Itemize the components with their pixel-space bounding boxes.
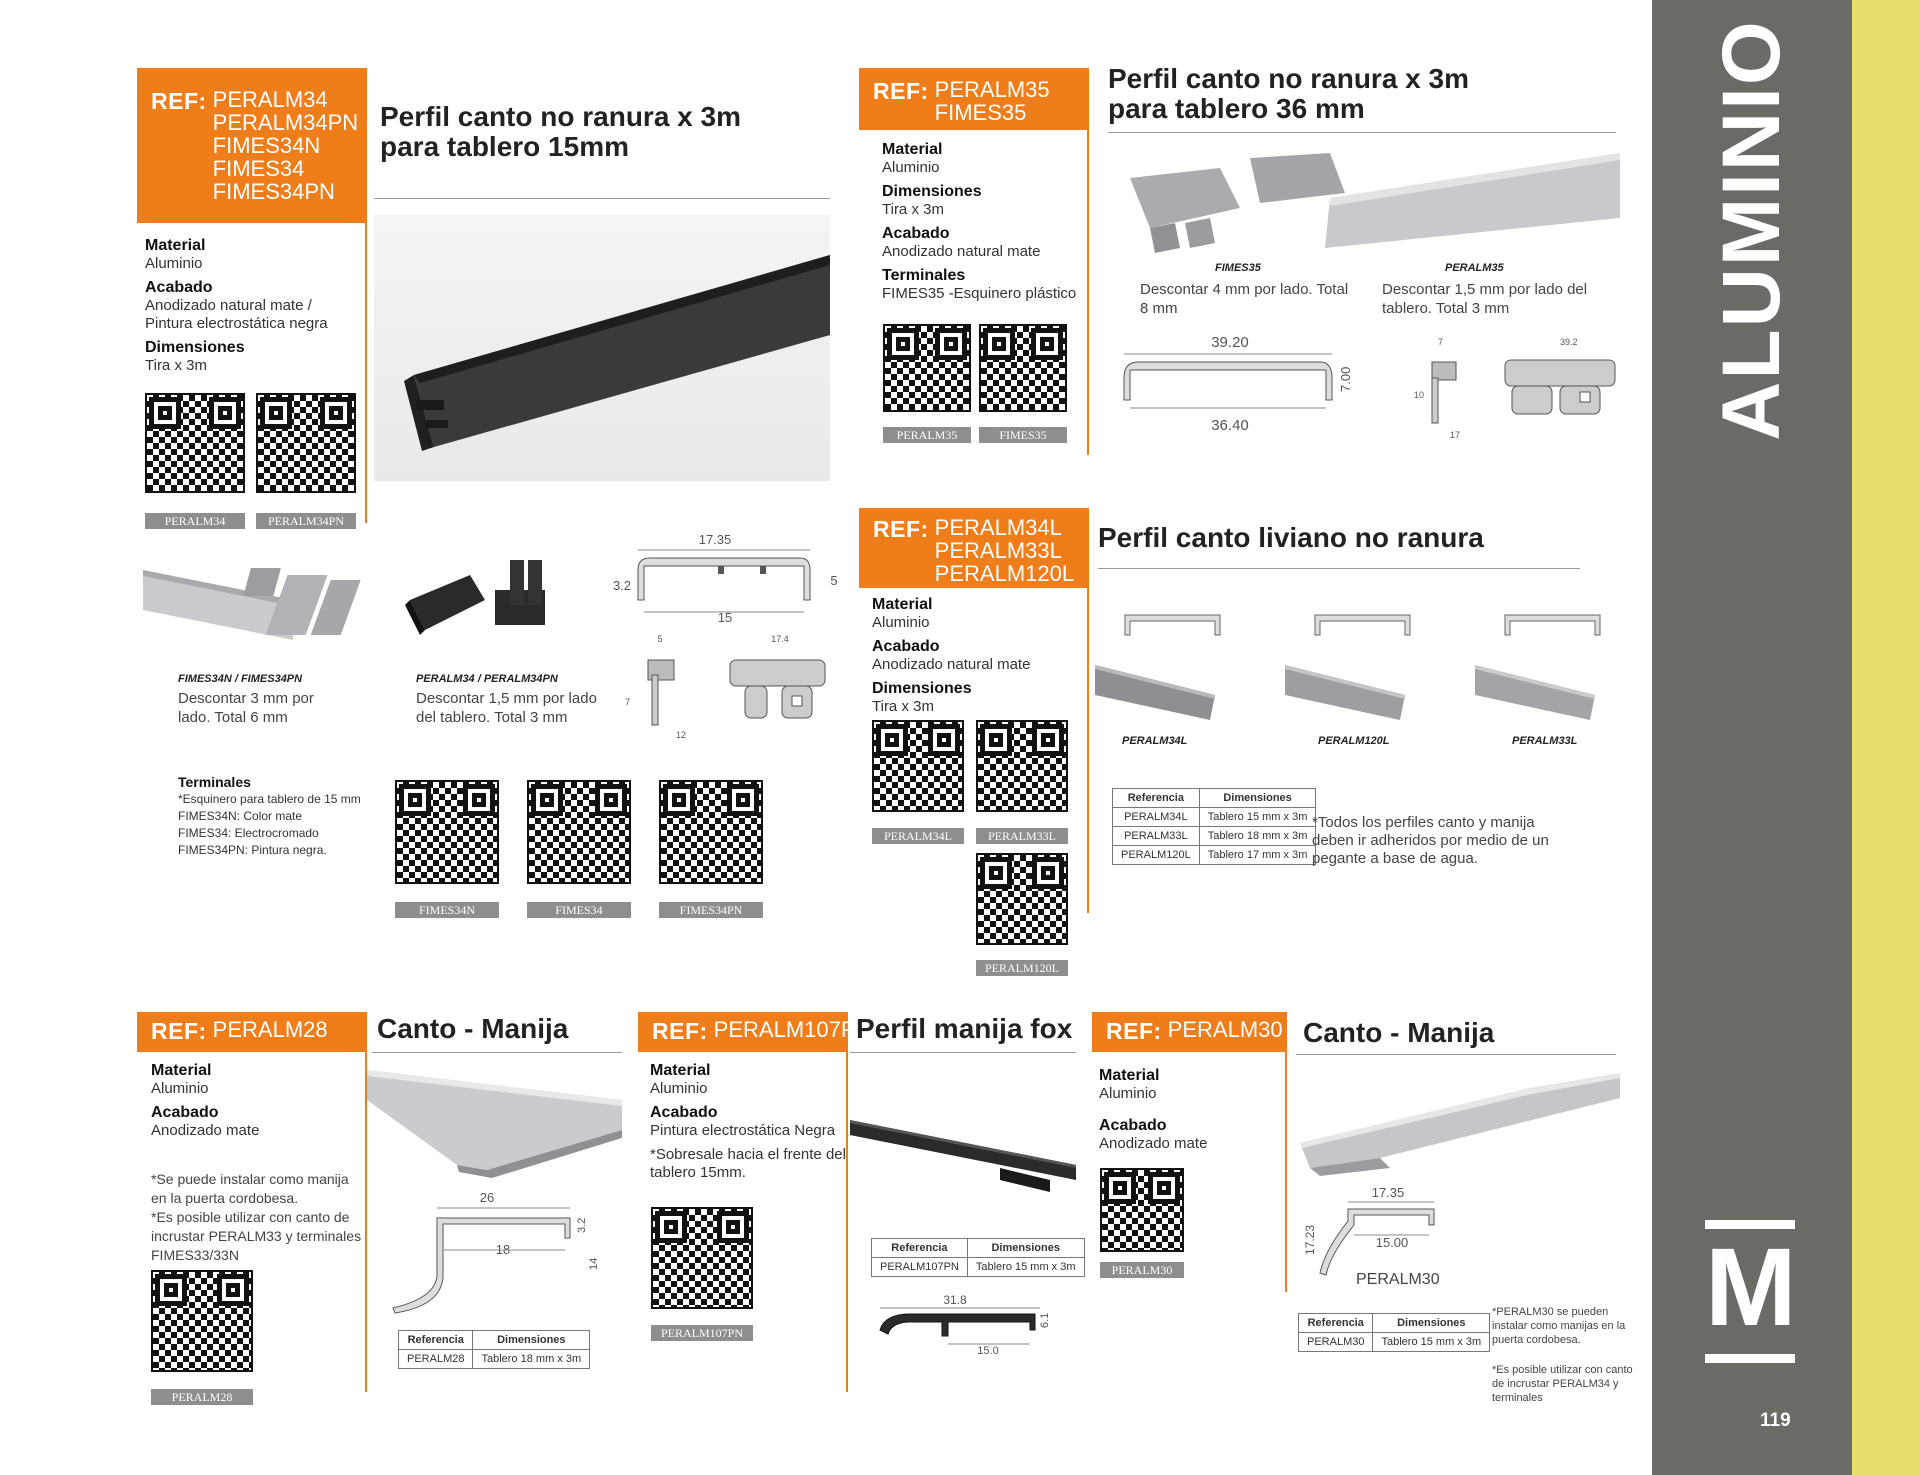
svg-text:5: 5 [657,634,663,644]
note: *PERALM30 se pueden instalar como manijas en la puerta cordobesa. [1492,1306,1626,1346]
sidebar-accent [1852,0,1920,1475]
specs: Material Aluminio Acabado Anodizado natural mate Dimensiones Tira x 3m [872,596,1031,715]
table-row: PERALM28 Tablero 18 mm x 3m [399,1350,590,1369]
qr-code[interactable] [256,393,356,493]
technical-drawing [870,1290,1060,1360]
product-title: Perfil canto no ranura x 3m para tablero 36 mm [1108,63,1469,124]
qr-code[interactable] [976,720,1068,812]
table-row: PERALM30 Tablero 15 mm x 3m [1299,1333,1490,1352]
qr-code[interactable] [145,393,245,493]
table-row: PERALM33L Tablero 18 mm x 3m [1113,827,1316,846]
caption: Descontar 1,5 mm por lado del tablero. Total 3 mm [1382,281,1588,317]
svg-text:3.2: 3.2 [612,578,632,593]
svg-text:17.35: 17.35 [698,532,732,547]
reference-table: Referencia Dimensiones PERALM107PN Tablero 15 mm x 3m [871,1238,1085,1277]
light-profiles-drawings [1095,585,1620,730]
divider [1285,1052,1287,1292]
svg-text:17: 17 [1450,430,1461,440]
qr-label: PERALM34PN [256,513,356,529]
caption: Descontar 1,5 mm por lado del tablero. Total 3 mm [416,690,597,726]
qr-code[interactable] [1100,1168,1184,1252]
reference-table: Referencia Dimensiones PERALM28 Tablero 18 mm x 3m [398,1330,590,1369]
svg-text:6.1: 6.1 [1039,1312,1051,1328]
product-photo-black-handle [850,1080,1076,1200]
ref-box-peralm34: REF: PERALM34 PERALM34PN FIMES34N FIMES34 FIMES34PN [137,68,367,223]
qr-code[interactable] [976,853,1068,945]
qr-label: PERALM107PN [651,1325,753,1341]
product-title: Perfil canto liviano no ranura [1098,522,1484,553]
divider [846,1052,848,1392]
svg-text:39.20: 39.20 [1211,334,1249,351]
qr-code[interactable] [659,780,763,884]
svg-text:5: 5 [830,573,838,588]
caption-title: FIMES35 [1215,262,1261,274]
divider [1087,588,1089,913]
divider [1087,130,1089,455]
svg-text:15.00: 15.00 [1375,1235,1409,1250]
divider [365,223,367,523]
product-title: Canto - Manija [377,1013,569,1044]
terminales-list: Terminales *Esquinero para tablero de 15 mm FIMES34N: Color mate FIMES34: Electrocromado FIMES34PN: Pintura negra. [178,774,361,857]
svg-text:15.0: 15.0 [977,1345,999,1357]
drawing-label: PERALM30 [1356,1271,1440,1288]
svg-text:17.4: 17.4 [771,634,789,644]
svg-text:36.40: 36.40 [1211,417,1249,434]
table-row: PERALM107PN Tablero 15 mm x 3m [872,1258,1085,1277]
svg-text:17.23: 17.23 [1303,1224,1317,1255]
svg-text:12: 12 [676,730,687,740]
caption: Descontar 4 mm por lado. Total 8 mm [1140,281,1349,317]
title-rule [850,1052,1076,1053]
specs: Material Aluminio Acabado Anodizado mate [151,1062,260,1139]
title-rule [1108,132,1616,133]
caption: Descontar 3 mm por lado. Total 6 mm [178,690,314,726]
product-title: Canto - Manija [1303,1017,1495,1048]
specs: Material Aluminio Acabado Anodizado mate [1099,1067,1208,1152]
note: *Se puede instalar como manija en la puerta cordobesa. *Es posible utilizar con canto de incrustar PERALM33 y terminales FIMES33/33N [151,1171,362,1263]
svg-text:26: 26 [479,1190,495,1205]
title-rule [374,198,830,199]
title-rule [1296,1054,1616,1055]
specs: Material Aluminio Acabado Pintura electrostática Negra *Sobresale hacia el frente del tablero 15mm. [650,1062,846,1181]
table-row: PERALM34L Tablero 15 mm x 3m [1113,808,1316,827]
reference-table: Referencia Dimensiones PERALM30 Tablero 15 mm x 3m [1298,1313,1490,1352]
qr-label: FIMES35 [979,427,1067,443]
product-photo-handle-profile-silver [1300,1068,1620,1178]
qr-code[interactable] [979,324,1067,412]
svg-text:17.35: 17.35 [1371,1185,1405,1200]
product-title: Perfil manija fox [856,1013,1073,1044]
page-number: 119 [1760,1410,1791,1431]
logo-letter: M [1705,1226,1797,1349]
profile-name: PERALM33L [1512,735,1578,747]
section-title: ALUMINIO [1706,19,1797,441]
qr-label: PERALM30 [1100,1262,1184,1278]
product-title: Perfil canto no ranura x 3m para tablero 15mm [380,101,741,162]
photo-fimes-silver [143,560,365,665]
qr-label: PERALM34 [145,513,245,529]
note: *Es posible utilizar con canto de incrustar PERALM34 y terminales [1492,1364,1633,1404]
ref-box-peralm34l: REF: PERALM34L PERALM33L PERALM120L [859,508,1089,588]
svg-text:15: 15 [717,610,733,625]
ref-box-peralm107pn: REF: PERALM107PN [638,1012,848,1052]
product-photo-silver-profile [1100,148,1620,258]
note: *Todos los perfiles canto y manija deben ir adheridos por medio de un pegante a base de agua. [1312,814,1549,867]
qr-label: PERALM33L [976,828,1068,844]
specs: Material Aluminio Acabado Anodizado natural mate / Pintura electrostática negra Dimensiones Tira x 3m [145,237,328,374]
technical-drawing [1120,330,1630,445]
qr-label: PERALM28 [151,1389,253,1405]
caption-title: FIMES34N / FIMES34PN [178,673,303,685]
qr-code[interactable] [872,720,964,812]
qr-code[interactable] [151,1270,253,1372]
specs: Material Aluminio Dimensiones Tira x 3m Acabado Anodizado natural mate Terminales FIMES35 -Esquinero plástico [882,141,1077,302]
svg-text:10: 10 [1414,390,1425,400]
ref-box-peralm35: REF: PERALM35 FIMES35 [859,68,1089,130]
ref-box-peralm28: REF: PERALM28 [137,1012,367,1052]
brand-logo [1705,1220,1795,1370]
svg-text:3.2: 3.2 [576,1217,588,1233]
technical-drawing [600,530,840,745]
svg-text:7: 7 [1438,337,1444,347]
qr-code[interactable] [651,1207,753,1309]
svg-text:7: 7 [625,697,631,707]
qr-label: FIMES34PN [659,902,763,918]
svg-text:14: 14 [588,1257,600,1270]
qr-label: PERALM35 [883,427,971,443]
table-row: PERALM120L Tablero 17 mm x 3m [1113,846,1316,865]
qr-code[interactable] [527,780,631,884]
qr-label: PERALM34L [872,828,964,844]
caption-title: PERALM35 [1445,262,1504,274]
svg-text:39.2: 39.2 [1560,337,1578,347]
title-rule [372,1052,622,1053]
title-rule [1098,568,1580,569]
technical-drawing [385,1188,610,1318]
product-photo-black-profile [374,215,830,481]
profile-name: PERALM34L [1122,735,1188,747]
qr-label: FIMES34N [395,902,499,918]
product-photo-handle-profile [367,1060,622,1180]
caption-title: PERALM34 / PERALM34PN [416,673,558,685]
reference-table: Referencia Dimensiones PERALM34L Tablero 15 mm x 3m PERALM33L Tablero 18 mm x 3m PERALM120L Tablero 17 mm x 3m [1112,788,1316,865]
qr-label: FIMES34 [527,902,631,918]
svg-text:18: 18 [495,1242,511,1257]
qr-label: PERALM120L [976,960,1068,976]
ref-box-peralm30: REF: PERALM30 [1092,1012,1287,1052]
photo-fimes-black [400,555,570,655]
svg-text:7.00: 7.00 [1338,366,1353,392]
svg-text:31.8: 31.8 [943,1293,967,1307]
qr-code[interactable] [883,324,971,412]
qr-code[interactable] [395,780,499,884]
profile-name: PERALM120L [1318,735,1390,747]
